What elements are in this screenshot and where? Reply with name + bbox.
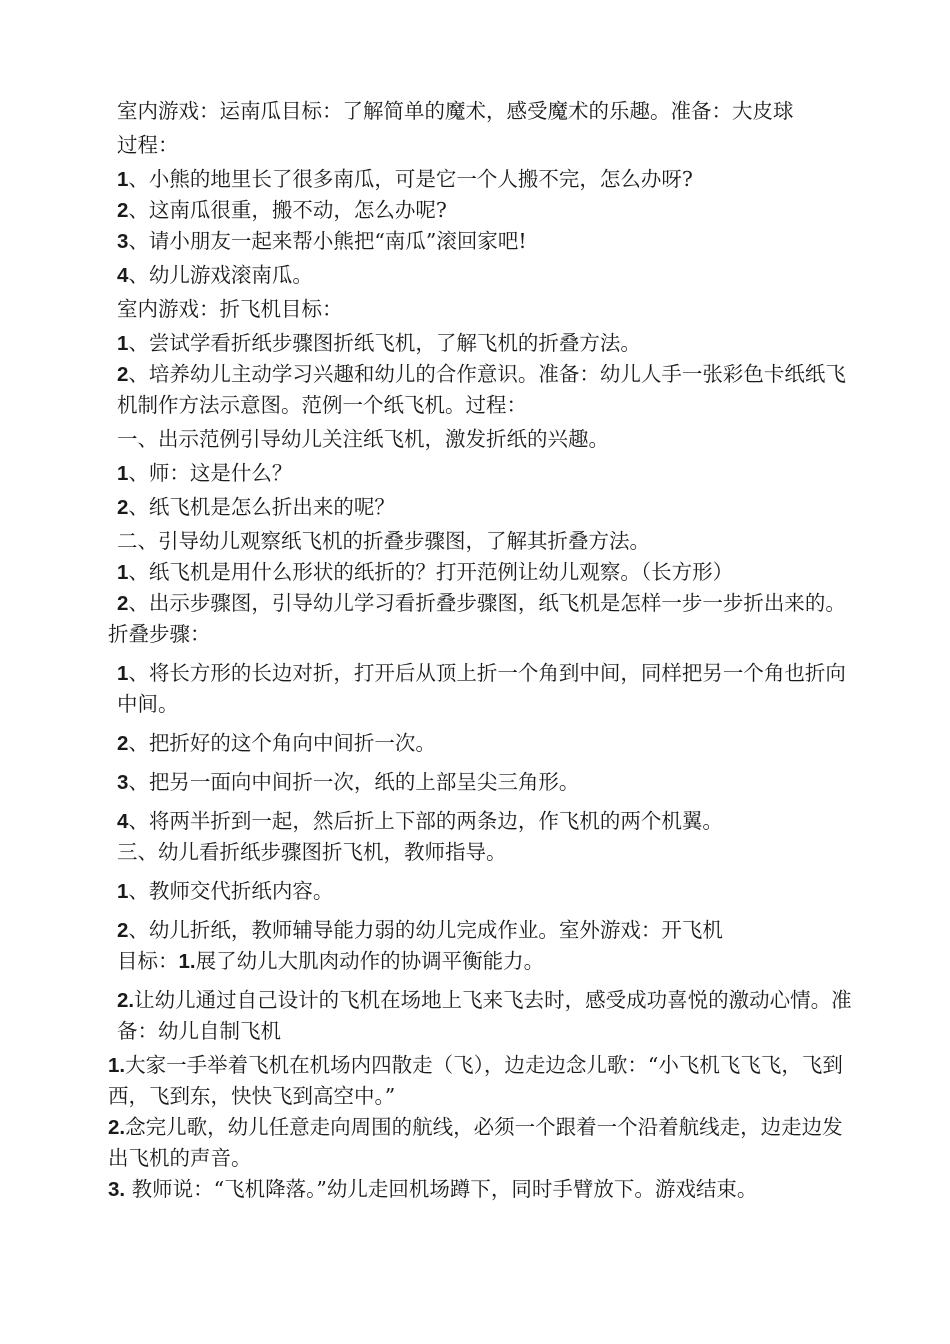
paragraph-text: 三、幼儿看折纸步骤图折飞机，教师指导。 bbox=[117, 840, 507, 864]
goal-item bbox=[108, 946, 860, 977]
paragraph-text: 过程： bbox=[117, 133, 179, 157]
item-number: 1 bbox=[117, 168, 129, 191]
list-item bbox=[108, 359, 860, 421]
step-heading bbox=[108, 526, 860, 557]
item-text: 、请小朋友一起来帮小熊把“南瓜”滚回家吧! bbox=[128, 229, 527, 253]
process-label bbox=[108, 130, 860, 161]
list-item bbox=[108, 458, 860, 489]
step-heading bbox=[108, 837, 860, 868]
item-text: 、师：这是什么？ bbox=[128, 461, 293, 485]
item-text: 、纸飞机是用什么形状的纸折的？打开范例让幼儿观察。（长方形） bbox=[128, 560, 734, 584]
item-text: 、把折好的这个角向中间折一次。 bbox=[128, 731, 436, 755]
item-number: 2. bbox=[108, 1116, 126, 1139]
item-text: 、纸飞机是怎么折出来的呢？ bbox=[128, 495, 395, 519]
item-number: 1 bbox=[117, 332, 129, 355]
item-text: 、把另一面向中间折一次，纸的上部呈尖三角形。 bbox=[128, 770, 580, 794]
paragraph-text: 折叠步骤： bbox=[108, 622, 211, 646]
step-heading bbox=[108, 424, 860, 455]
item-text: 教师说：“飞机降落。”幼儿走回机场蹲下，同时手臂放下。游戏结束。 bbox=[125, 1177, 758, 1201]
item-number: 4 bbox=[117, 810, 129, 833]
section-heading-plane-game bbox=[108, 294, 860, 325]
goal-label: 目标： bbox=[117, 949, 179, 973]
item-text: 、培养幼儿主动学习兴趣和幼儿的合作意识。准备：幼儿人手一张彩色卡纸纸飞机制作方法示意图。范例一个纸飞机。过程： bbox=[117, 362, 846, 417]
item-text: 展了幼儿大肌肉动作的协调平衡能力。 bbox=[195, 949, 545, 973]
paragraph-text: 室内游戏：运南瓜目标：了解简单的魔术，感受魔术的乐趣。准备：大皮球 bbox=[117, 99, 794, 123]
item-text: 大家一手举着飞机在机场内四散走（飞），边走边念儿歌：“小飞机飞飞飞，飞到西，飞到东，快快飞到高空中。” bbox=[108, 1053, 843, 1108]
item-number: 1 bbox=[117, 662, 129, 685]
item-number: 2 bbox=[117, 363, 129, 386]
list-item bbox=[108, 164, 860, 195]
item-number: 3 bbox=[117, 771, 129, 794]
list-item bbox=[108, 1112, 860, 1174]
list-item bbox=[108, 728, 860, 759]
item-text: 让幼儿通过自己设计的飞机在场地上飞来飞去时，感受成功喜悦的激动心情。准备：幼儿自制飞机 bbox=[117, 988, 852, 1043]
item-number: 1. bbox=[108, 1054, 126, 1077]
item-number: 1 bbox=[117, 462, 129, 485]
list-item bbox=[108, 915, 860, 946]
item-text: 、将长方形的长边对折，打开后从顶上折一个角到中间，同样把另一个角也折向中间。 bbox=[117, 661, 846, 716]
item-number: 2 bbox=[117, 199, 129, 222]
paragraph-text: 室内游戏：折飞机目标： bbox=[117, 297, 343, 321]
item-number: 1 bbox=[117, 880, 129, 903]
list-item bbox=[108, 260, 860, 291]
list-item bbox=[108, 1174, 860, 1205]
list-item bbox=[108, 226, 860, 257]
item-number: 3. bbox=[108, 1178, 126, 1201]
paragraph-text: 一、出示范例引导幼儿关注纸飞机，激发折纸的兴趣。 bbox=[117, 427, 609, 451]
goal-item bbox=[108, 985, 860, 1047]
item-number: 2 bbox=[117, 592, 129, 615]
list-item bbox=[108, 1050, 860, 1112]
item-number: 2 bbox=[117, 496, 129, 519]
document-body bbox=[108, 96, 860, 1205]
item-text: 念完儿歌，幼儿任意走向周围的航线，必须一个跟着一个沿着航线走，边走边发出飞机的声音。 bbox=[108, 1115, 843, 1170]
list-item bbox=[108, 492, 860, 523]
list-item bbox=[108, 876, 860, 907]
item-number: 1 bbox=[117, 561, 129, 584]
item-text: 、尝试学看折纸步骤图折纸飞机，了解飞机的折叠方法。 bbox=[128, 331, 641, 355]
item-number: 2 bbox=[117, 919, 129, 942]
list-item bbox=[108, 557, 860, 588]
paragraph-text: 二、引导幼儿观察纸飞机的折叠步骤图，了解其折叠方法。 bbox=[117, 529, 650, 553]
list-item bbox=[108, 195, 860, 226]
item-number: 2. bbox=[117, 989, 135, 1012]
item-text: 、幼儿游戏滚南瓜。 bbox=[128, 263, 313, 287]
item-text: 、出示步骤图，引导幼儿学习看折叠步骤图，纸飞机是怎样一步一步折出来的。 bbox=[128, 591, 846, 615]
item-number: 3 bbox=[117, 230, 129, 253]
section-heading-pumpkin-game bbox=[108, 96, 860, 127]
list-item bbox=[108, 588, 860, 619]
item-number: 1. bbox=[178, 950, 196, 973]
list-item bbox=[108, 328, 860, 359]
item-text: 、将两半折到一起，然后折上下部的两条边，作飞机的两个机翼。 bbox=[128, 809, 723, 833]
item-text: 、幼儿折纸，教师辅导能力弱的幼儿完成作业。室外游戏：开飞机 bbox=[128, 918, 723, 942]
list-item bbox=[108, 658, 860, 720]
item-number: 2 bbox=[117, 732, 129, 755]
item-number: 4 bbox=[117, 264, 129, 287]
list-item bbox=[108, 806, 860, 837]
list-item bbox=[108, 767, 860, 798]
item-text: 、小熊的地里长了很多南瓜，可是它一个人搬不完，怎么办呀? bbox=[128, 167, 693, 191]
item-text: 、这南瓜很重，搬不动，怎么办呢? bbox=[128, 198, 447, 222]
item-text: 、教师交代折纸内容。 bbox=[128, 879, 334, 903]
fold-steps-label bbox=[108, 619, 860, 650]
